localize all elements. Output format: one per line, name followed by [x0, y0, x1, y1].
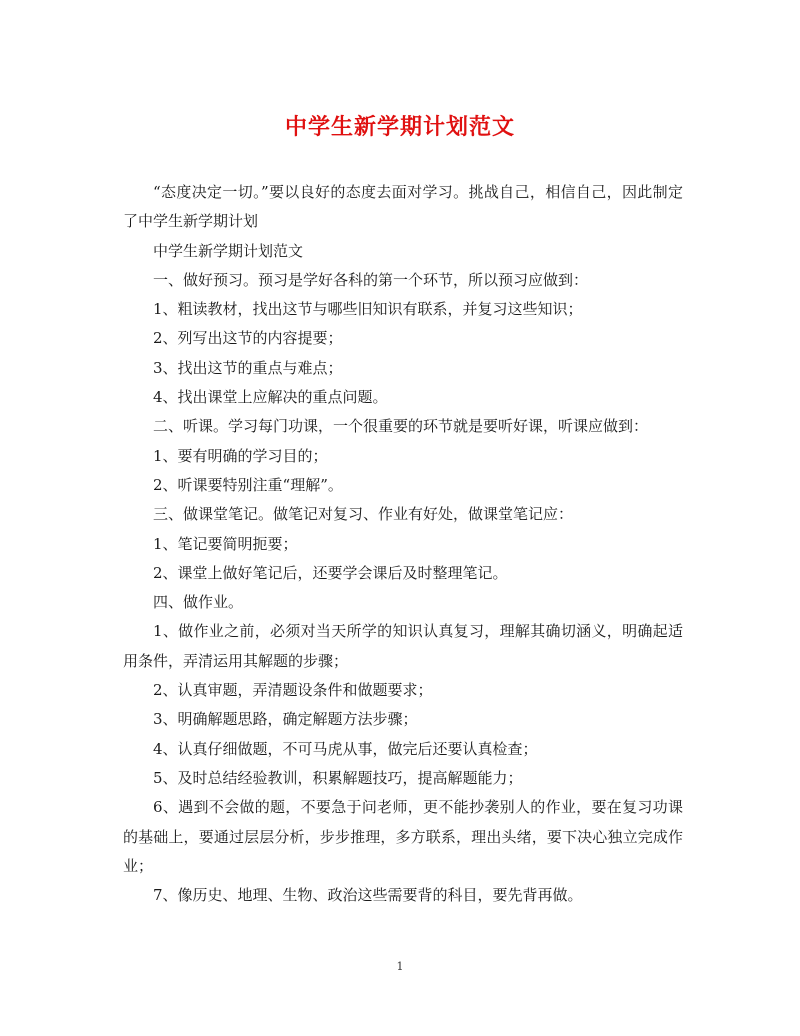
paragraph: 四、做作业。 — [153, 593, 244, 612]
paragraph: 2、认真审题，弄清题设条件和做题要求； — [153, 681, 433, 700]
paragraph: 三、做课堂笔记。做笔记对复习、作业有好处，做课堂笔记应： — [153, 505, 574, 524]
paragraph: 二、听课。学习每门功课，一个很重要的环节就是要听好课，听课应做到： — [153, 417, 649, 436]
paragraph: 2、列写出这节的内容提要； — [153, 329, 343, 348]
paragraph: 一、做好预习。预习是学好各科的第一个环节，所以预习应做到： — [153, 270, 589, 289]
paragraph: 1、粗读教材，找出这节与哪些旧知识有联系，并复习这些知识； — [153, 300, 583, 319]
paragraph: 1、要有明确的学习目的； — [153, 446, 328, 465]
paragraph: 4、找出课堂上应解决的重点问题。 — [153, 388, 388, 407]
document-title: 中学生新学期计划范文 — [284, 114, 515, 140]
paragraph: 2、听课要特别注重“理解”。 — [153, 475, 343, 494]
paragraph: 4、认真仔细做题，不可马虎从事，做完后还要认真检查； — [153, 739, 538, 758]
paragraph: 1、笔记要简明扼要； — [153, 534, 298, 553]
document-body — [123, 178, 683, 910]
paragraph: 3、明确解题思路，确定解题方法步骤； — [153, 710, 418, 729]
paragraph: 7、像历史、地理、生物、政治这些需要背的科目，要先背再做。 — [153, 886, 583, 905]
paragraph: 5、及时总结经验教训，积累解题技巧，提高解题能力； — [153, 768, 523, 787]
paragraph: 6、遇到不会做的题，不要急于问老师，更不能抄袭别人的作业，要在复习功课的基础上，要通过层层分析，步步推理，多方联系，理出头绪，要下决心独立完成作业； — [123, 798, 683, 875]
paragraph: 2、课堂上做好笔记后，还要学会课后及时整理笔记。 — [153, 563, 508, 582]
page-number: 1 — [396, 960, 404, 973]
paragraph: “态度决定一切。”要以良好的态度去面对学习。挑战自己，相信自己，因此制定了中学生新学期计划 — [123, 183, 683, 231]
paragraph: 中学生新学期计划范文 — [153, 241, 304, 260]
paragraph: 1、做作业之前，必须对当天所学的知识认真复习，理解其确切涵义，明确起适用条件，弄清运用其解题的步骤； — [123, 622, 683, 670]
paragraph: 3、找出这节的重点与难点； — [153, 358, 343, 377]
